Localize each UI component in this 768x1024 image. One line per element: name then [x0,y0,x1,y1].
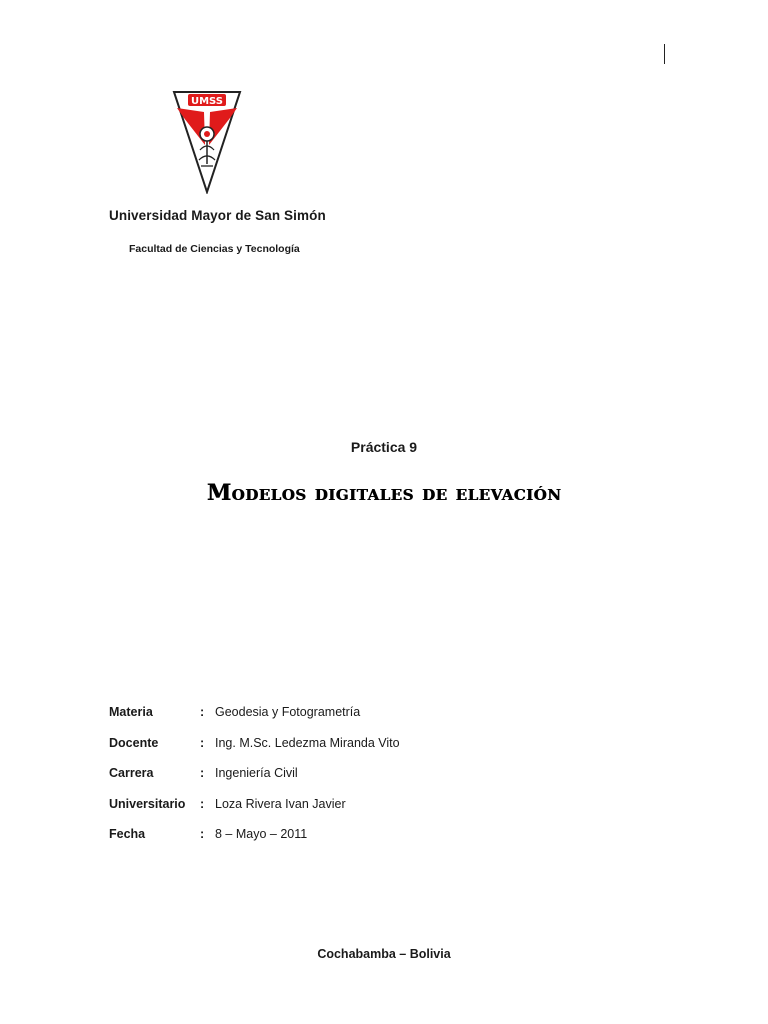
logo-text: UMSS [190,96,224,107]
info-separator: : [200,766,205,780]
university-name: Universidad Mayor de San Simón [109,208,326,223]
info-label: Docente [109,735,159,750]
faculty-name: Facultad de Ciencias y Tecnología [129,243,300,255]
info-label: Materia [109,705,153,719]
info-label: Carrera [109,766,154,780]
info-label: Fecha [109,827,146,841]
text-cursor [664,44,665,64]
info-separator: : [200,827,205,841]
info-label: Universitario [109,796,186,811]
info-separator: : [200,735,205,750]
umss-logo [172,90,242,194]
document-title: Modelos digitales de elevación [206,480,562,506]
info-value: Ingeniería Civil [215,766,298,780]
info-value: Ing. M.Sc. Ledezma Miranda Vito [215,735,400,750]
info-separator: : [200,796,205,811]
info-value: Geodesia y Fotogrametría [215,705,361,719]
location-footer: Cochabamba – Bolivia [317,947,451,961]
info-value: 8 – Mayo – 2011 [215,827,308,841]
info-value: Loza Rivera Ivan Javier [215,796,346,811]
practice-number: Práctica 9 [350,439,418,455]
info-separator: : [200,705,205,719]
